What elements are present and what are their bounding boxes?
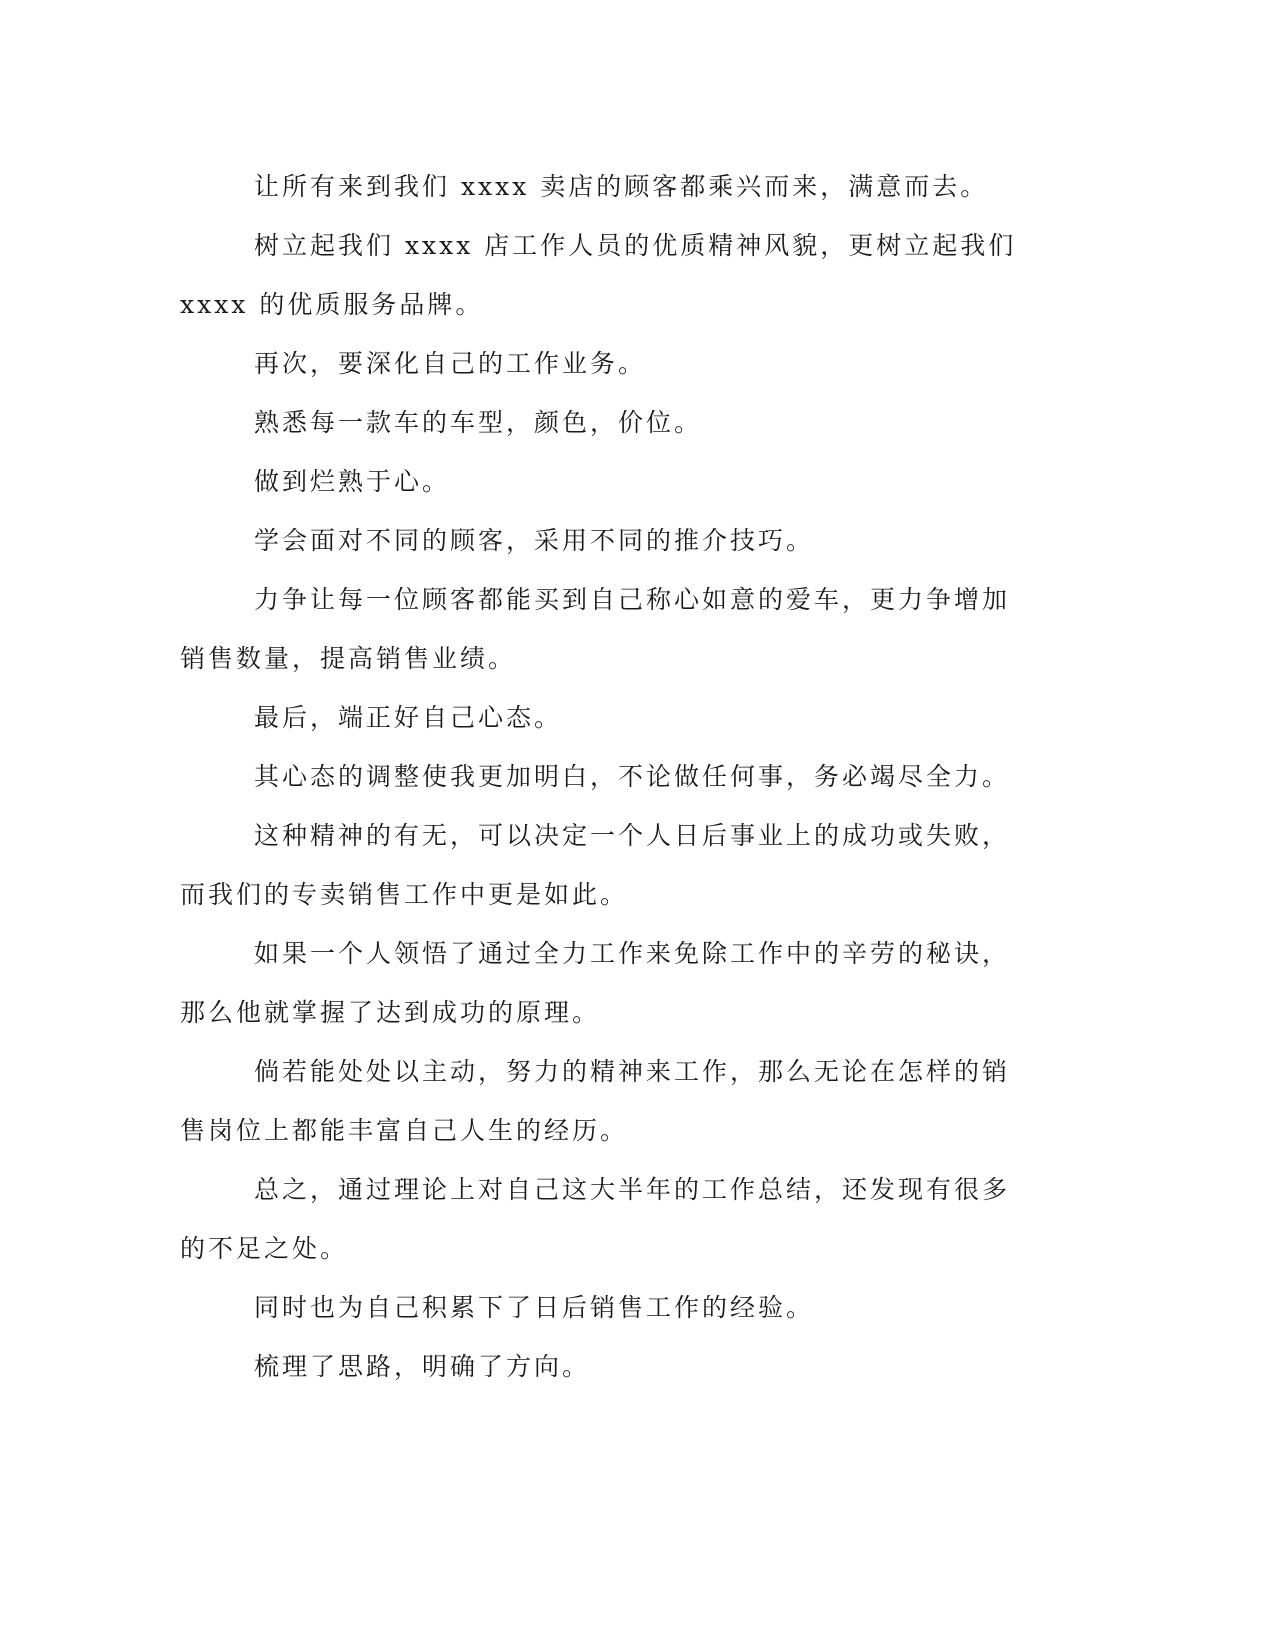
paragraph: 梳理了思路，明确了方向。 bbox=[254, 1352, 591, 1381]
paragraph: 最后，端正好自己心态。 bbox=[254, 703, 563, 732]
paragraph: 力争让每一位顾客都能买到自己称心如意的爱车，更力争增加销售数量，提高销售业绩。 bbox=[180, 585, 1011, 673]
paragraph: 树立起我们 xxxx 店工作人员的优质精神风貌，更树立起我们 xxxx 的优质服务品牌。 bbox=[180, 231, 1017, 319]
paragraph: 如果一个人领悟了通过全力工作来免除工作中的辛劳的秘诀，那么他就掌握了达到成功的原理。 bbox=[180, 939, 1011, 1027]
paragraph: 倘若能处处以主动，努力的精神来工作，那么无论在怎样的销售岗位上都能丰富自己人生的经历。 bbox=[180, 1057, 1011, 1145]
paragraph: 做到烂熟于心。 bbox=[254, 467, 451, 496]
paragraph: 同时也为自己积累下了日后销售工作的经验。 bbox=[254, 1293, 815, 1322]
document-body bbox=[180, 157, 1030, 1396]
paragraph: 再次，要深化自己的工作业务。 bbox=[254, 349, 647, 378]
paragraph: 学会面对不同的顾客，采用不同的推介技巧。 bbox=[254, 526, 815, 555]
paragraph: 熟悉每一款车的车型，颜色，价位。 bbox=[254, 408, 703, 437]
paragraph: 这种精神的有无，可以决定一个人日后事业上的成功或失败，而我们的专卖销售工作中更是如此。 bbox=[180, 821, 1011, 909]
paragraph: 其心态的调整使我更加明白，不论做任何事，务必竭尽全力。 bbox=[254, 762, 1011, 791]
paragraph: 让所有来到我们 xxxx 卖店的顾客都乘兴而来，满意而去。 bbox=[254, 172, 989, 201]
paragraph: 总之，通过理论上对自己这大半年的工作总结，还发现有很多的不足之处。 bbox=[180, 1175, 1011, 1263]
